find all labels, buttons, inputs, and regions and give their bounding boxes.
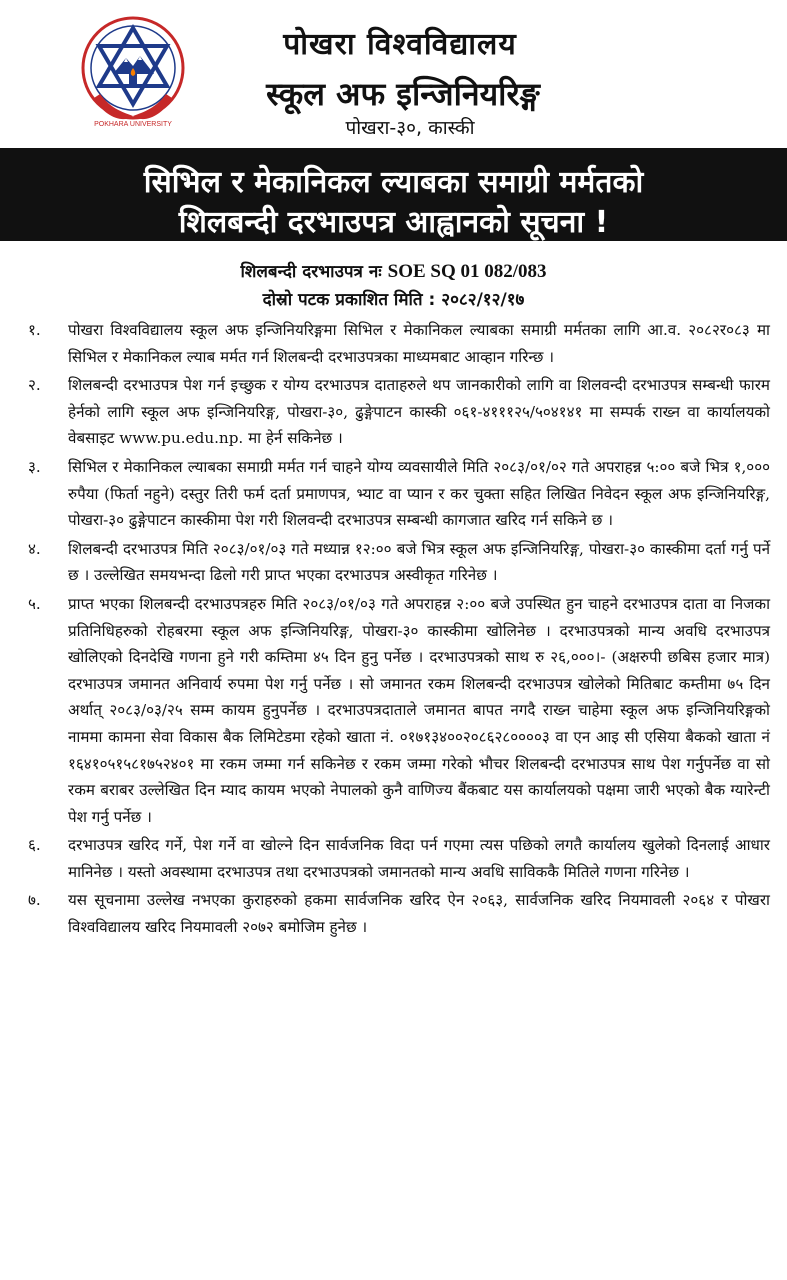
item-number: ५. <box>28 594 41 613</box>
notice-header <box>0 0 787 148</box>
notice-item <box>22 832 770 885</box>
item-number: ६. <box>28 836 41 855</box>
notice-item <box>22 372 770 452</box>
university-name: पोखरा विश्वविद्यालय <box>283 27 517 62</box>
notice-title-banner <box>0 148 787 241</box>
notice-title-line-1: सिभिल र मेकानिकल ल्याबका समाग्री मर्मतको <box>143 165 644 200</box>
item-text: शिलबन्दी दरभाउपत्र मिति २०८३/०१/०३ गते मध्यान्न १२:०० बजे भित्र स्कूल अफ इन्जिनियरिङ्ग, पोखरा-३० कास्कीमा दर्ता गर्नु पर्ने छ । उल्लेखित समयभन्दा ढिलो गरी प्राप्त भएका दरभाउपत्र अस्वीकृत गरिनेछ । <box>68 539 770 585</box>
item-number: ७. <box>28 891 41 910</box>
item-number: २. <box>28 376 41 395</box>
item-number: १. <box>28 321 41 339</box>
published-date-line <box>0 286 787 314</box>
tender-number-label: शिलबन्दी दरभाउपत्र नः <box>240 262 382 282</box>
item-number: ४. <box>28 539 41 558</box>
notice-item <box>22 591 770 830</box>
published-date-label: दोस्रो पटक प्रकाशित मिति : <box>262 290 436 310</box>
item-text: यस सूचनामा उल्लेख नभएका कुराहरुको हकमा सार्वजनिक खरिद ऐन २०६३, सार्वजनिक खरिद नियमावली २०६४ र पोखरा विश्वविद्यालय खरिद नियमावली २०७२ बमोजिम हुनेछ । <box>68 891 770 937</box>
notice-body <box>22 317 770 943</box>
notice-title-line-2: शिलबन्दी दरभाउपत्र आह्वानको सूचना ! <box>178 205 609 240</box>
item-text: सिभिल र मेकानिकल ल्याबका समाग्री मर्मत गर्न चाहने योग्य व्यवसायीले मिति २०८३/०१/०२ गते अपराहन्न ५:०० बजे भित्र १,००० रुपैया (फिर्ता नहुने) दस्तुर तिरी फर्म दर्ता प्रमाणपत्र, भ्याट वा प्यान र कर चुक्ता सहित लिखित निवेदन स्कूल अफ इन्जिनियरिङ्ग, पोखरा-३० ढुङ्गेपाटन कास्कीमा पेश गरी शिलवन्दी दरभाउपत्र सम्बन्धी कागजात खरिद गर्न सकिने छ । <box>68 457 770 530</box>
notice-references <box>0 258 787 314</box>
school-name: स्कूल अफ इन्जिनियरिङ्ग <box>266 75 540 113</box>
university-logo-icon <box>78 12 188 130</box>
item-text: पोखरा विश्वविद्यालय स्कूल अफ इन्जिनियरिङ्गमा सिभिल र मेकानिकल ल्याबका समाग्री मर्मतका लागि आ.व. २०८२र०८३ मा सिभिल र मेकानिकल ल्याब मर्मत गर्न शिलबन्दी दरभाउपत्रका माध्यमबाट आव्हान गरिन्छ । <box>68 321 770 366</box>
notice-item <box>22 454 770 534</box>
item-text: शिलबन्दी दरभाउपत्र पेश गर्न इच्छुक र योग्य दरभाउपत्र दाताहरुले थप जानकारीको लागि वा शिलवन्दी दरभाउपत्र सम्बन्धी फारम हेर्नको लागि स्कूल अफ इन्जिनियरिङ्ग, पोखरा-३०, ढुङ्गेपाटन कास्की ०६१-४१११२५/५०४१४१ मा सम्पर्क राख्न वा कार्यालयको वेबसाइट www.pu.edu.np. मा हेर्न सकिनेछ । <box>68 376 770 448</box>
svg-text:POKHARA UNIVERSITY: POKHARA UNIVERSITY <box>94 121 172 128</box>
item-text: दरभाउपत्र खरिद गर्ने, पेश गर्ने वा खोल्ने दिन सार्वजनिक विदा पर्न गएमा त्यस पछिको लगतै कार्यालय खुलेको दिनलाई आधार मानिनेछ । यस्तो अवस्थामा दरभाउपत्र तथा दरभाउपत्रको जमानतको मान्य अवधि साविककै मितिले गणना गरिनेछ । <box>68 836 770 881</box>
notice-item <box>22 317 770 370</box>
tender-number: SOE SQ 01 082/083 <box>387 261 547 282</box>
tender-number-line <box>0 258 787 286</box>
notice-item <box>22 536 770 589</box>
item-text: प्राप्त भएका शिलबन्दी दरभाउपत्रहरु मिति २०८३/०१/०३ गते अपराहन्न २:०० बजे उपस्थित हुन चाहने दरभाउपत्र दाता वा निजका प्रतिनिधिहरुको रोहबरमा स्कूल अफ इन्जिनियरिङ्ग, पोखरा-३० कास्कीमा खोलिनेछ । दरभाउपत्रको मान्य अवधि दरभाउपत्र खोलिएको दिनदेखि गणना हुने गरी कम्तिमा ४५ दिन हुनु पर्नेछ । दरभाउपत्रको साथ रु २६,०००।- (अक्षरुपी छबिस हजार मात्र) दरभाउपत्र जमानत अनिवार्य रुपमा पेश गर्नु पर्नेछ । सो जमानत रकम शिलबन्दी दरभाउपत्र खोलेको मितिबाट कम्तीमा ७५ दिन अर्थात् २०८३/०३/२५ सम्म कायम हुनुपर्नेछ । दरभाउपत्रदाताले जमानत बापत नगदै राख्न चाहेमा स्कूल अफ इन्जिनियरिङ्गको नाममा कामना सेवा विकास बैक लिमिटेडमा रहेको खाता नं. ०१७१३४००२०८६२८००००३ वा एन आइ सी एसिया बैकको खाता नं १६४१०५१५८१७५२४०१ मा रकम जम्मा गर्न सकिनेछ र रकम जम्मा गरेको भौचर शिलबन्दी दरभाउपत्र साथ पेश गर्नुपर्नेछ वा सो रकम बराबर उल्लेखित दिन म्याद कायम भएको नेपालको कुनै वाणिज्य बैंकबाट यस कार्यालयको पक्षमा जारी भएको बैक ग्यारेन्टी पेश गर्नु पर्नेछ । <box>68 594 770 826</box>
school-location: पोखरा-३०, कास्की <box>345 117 475 139</box>
item-number: ३. <box>28 457 41 476</box>
notice-item <box>22 887 770 940</box>
published-date: २०८२/१२/१७ <box>441 290 525 310</box>
